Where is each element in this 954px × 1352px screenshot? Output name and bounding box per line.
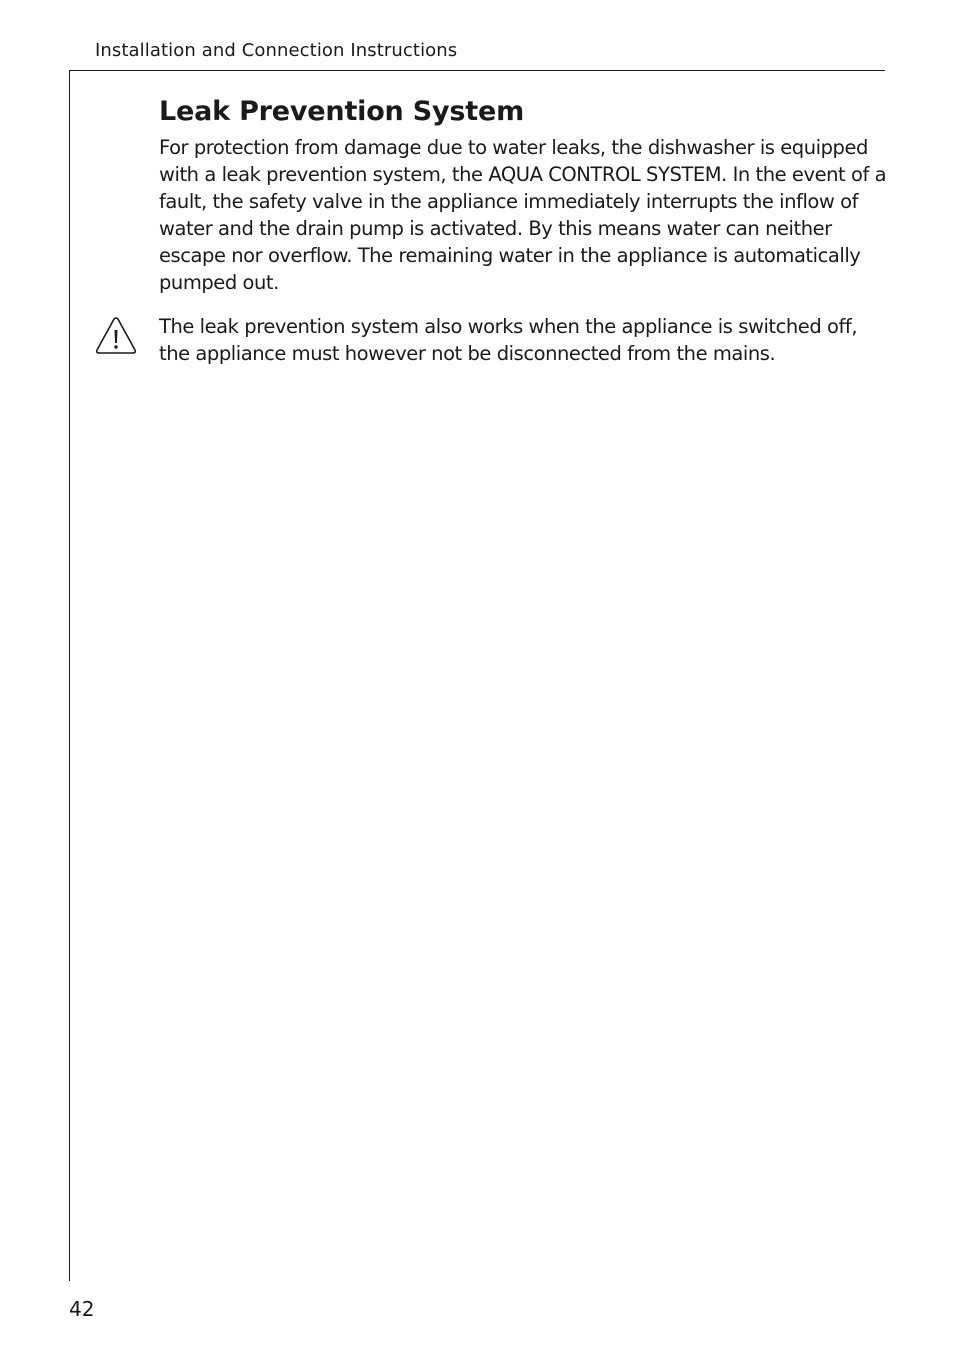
- margin-rule: [69, 70, 70, 1281]
- header-rule: [69, 70, 885, 71]
- running-header: Installation and Connection Instructions: [95, 40, 458, 61]
- warning-triangle-icon: [95, 315, 137, 355]
- page-number: 42: [69, 1297, 95, 1321]
- warning-text: The leak prevention system also works when the appliance is switched off, the appliance must however not be disconnected from the mains.: [159, 315, 858, 365]
- body-paragraph: For protection from damage due to water leaks, the dishwasher is equipped with a leak prevention system, the AQUA CONTROL SYSTEM. In the event of a fault, the safety valve in the appliance immediately interrupts the inflow of water and the drain pump is activated. By this means water can neither escape nor overflow. The remaining water in the appliance is automatically pumped out.: [159, 136, 887, 294]
- section-title: Leak Prevention System: [159, 96, 525, 127]
